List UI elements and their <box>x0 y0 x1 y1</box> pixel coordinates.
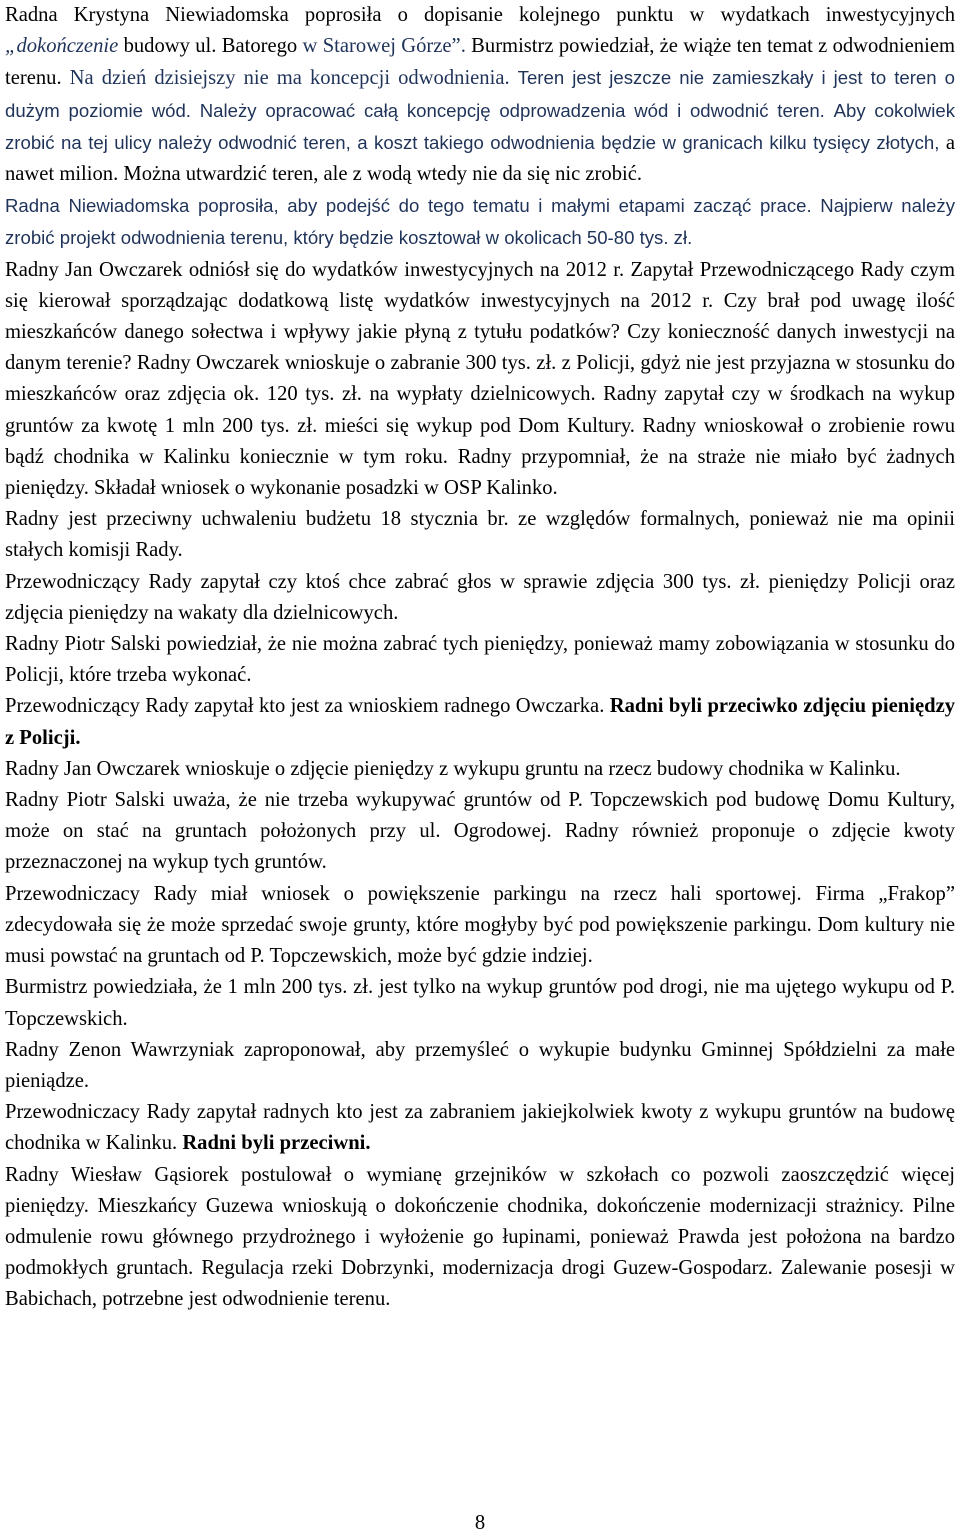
text-run: budowy ul. Batorego <box>118 35 303 58</box>
text-run: Radna Niewiadomska poprosiła, aby podejść do tego tematu i małymi etapami zacząć prace. <box>5 195 812 217</box>
text-run: Radny Piotr Salski uważa, że nie trzeba wykupywać gruntów od P. Topczewskich pod budowę Domu Kultury, może on stać na gruntach położonych przy ul. Ogrodowej. Radny również proponuje o zdjęcie kwoty przeznaczonej na wykup tych gruntów. <box>5 789 955 874</box>
paragraph <box>5 567 955 629</box>
paragraph <box>5 504 955 566</box>
paragraph <box>5 691 955 753</box>
text-run <box>825 100 834 122</box>
text-run: Przewodniczący Rady zapytał kto jest za wnioskiem radnego Owczarka. <box>5 695 610 718</box>
text-run: Na dzień dzisiejszy nie ma koncepcji odwodnienia. <box>69 67 510 90</box>
text-run: Radny Piotr Salski powiedział, że nie można zabrać tych pieniędzy, ponieważ mamy zobowiązania w stosunku do Policji, które trzeba wykonać. <box>5 633 955 687</box>
text-run: Radny Jan Owczarek wnioskuje o zdjęcie pieniędzy z wykupu gruntu na rzecz budowy chodnika w Kalinku. <box>5 757 901 780</box>
paragraph <box>5 1160 955 1316</box>
text-run: Radny jest przeciwny uchwaleniu budżetu 18 stycznia br. ze względów formalnych, ponieważ nie ma opinii stałych komisji Rady. <box>5 508 955 562</box>
page-number: 8 <box>474 1512 486 1534</box>
text-run: Radna Krystyna Niewiadomska poprosiła o dopisanie kolejnego punktu w wydatkach inwestycyjnych <box>5 4 955 26</box>
paragraph <box>5 190 955 254</box>
text-run: Radny Wiesław Gąsiorek postulował o wymianę grzejników w szkołach co pozwoli zaoszczędzić więcej pieniędzy. Mieszkańcy Guzewa wnioskują o dokończenie chodnika, dokończenie modernizacji strażnicy. Pilne odmulenie rowu głównego przydrożnego i wyłożenie go łupinami, ponieważ Prawda jest położona na bardzo podmokłych gruntach. Regulacja rzeki Dobrzynki, modernizacja drogi Guzew-Gospodarz. Zalewanie posesji w Babichach, potrzebne jest odwodnienie terenu. <box>5 1163 955 1311</box>
paragraph <box>5 1035 955 1097</box>
text-run <box>510 67 518 89</box>
paragraph <box>5 1097 955 1159</box>
text-run: Burmistrz powiedziała, że 1 mln 200 tys. zł. jest tylko na wykup gruntów pod drogi, nie ma ujętego wykupu od P. Topczewskich. <box>5 976 955 1030</box>
document-body <box>5 0 955 1316</box>
text-run: Przewodniczący Rady zapytał czy ktoś chce zabrać głos w sprawie zdjęcia 300 tys. zł. pieniędzy Policji oraz zdjęcia pieniędzy na wakaty dla dzielnicowych. <box>5 570 955 624</box>
text-run: Radni byli przeciwko zdjęciu pieniędzy z Policji. <box>5 695 956 749</box>
text-run: Aby cokolwiek zrobić na tej ulicy należy odwodnić teren, a koszt takiego odwodnienia będzie w granicach kilku tysięcy złotych, <box>5 99 955 153</box>
paragraph <box>5 629 955 691</box>
text-run: a nawet milion. Można utwardzić teren, ale z wodą wtedy nie da się nic zrobić. <box>5 131 955 186</box>
paragraph <box>5 972 955 1034</box>
paragraph <box>5 0 955 190</box>
paragraph <box>5 785 955 879</box>
text-run <box>812 195 821 217</box>
text-run: Teren jest jeszcze nie zamieszkały i jest to teren o dużym poziomie wód. Należy opracować całą koncepcję odprowadzenia wód i odwodnić teren. <box>5 67 956 121</box>
text-run: Radni byli przeciwni. <box>182 1132 371 1155</box>
text-run: Radny Zenon Wawrzyniak zaproponował, aby przemyśleć o wykupie budynku Gminnej Spółdzielni za małe pieniądze. <box>5 1038 955 1092</box>
paragraph <box>5 754 955 785</box>
text-run: w Starowej Górze”. <box>302 35 466 58</box>
text-run: Burmistrz powiedział, że wiąże ten temat z odwodnieniem terenu. <box>5 35 955 90</box>
paragraph <box>5 255 955 505</box>
text-run: Najpierw należy zrobić projekt odwodnienia terenu, który będzie kosztował w okolicach 50-80 tys. zł. <box>5 195 955 249</box>
text-run: Przewodniczacy Rady miał wniosek o powiększenie parkingu na rzecz hali sportowej. Firma „Frakop” zdecydowała się że może sprzedać swoje grunty, które mogłyby być pod powiększenie parkingu. Dom kultury nie musi powstać na gruntach od P. Topczewskich, może być gdzie indziej. <box>5 882 955 968</box>
text-run: „dokończenie <box>5 35 119 58</box>
paragraph <box>5 879 955 973</box>
text-run: Radny Jan Owczarek odniósł się do wydatków inwestycyjnych na 2012 r. Zapytał Przewodniczącego Rady czym się kierował sporządzając dodatkową listę wydatków inwestycyjnych na 2012 r. Czy brał pod uwagę ilość mieszkańców danego sołectwa i wpływy jakie płyną z tytułu podatków? Czy konieczność danych inwestycji na danym terenie? Radny Owczarek wnioskuje o zabranie 300 tys. zł. z Policji, gdyż nie jest przyjazna w stosunku do mieszkańców oraz zdjęcia ok. 120 tys. zł. na wypłaty dzielnicowych. Radny zapytał czy w środkach na wykup gruntów za kwotę 1 mln 200 tys. zł. mieści się wykup pod Dom Kultury. Radny wnioskował o zrobienie rowu bądź chodnika w Kalinku koniecznie w tym roku. Radny przypomniał, że na straże nie miało być żadnych pieniędzy. Składał wniosek o wykonanie posadzki w OSP Kalinko. <box>5 258 955 500</box>
text-run: Przewodniczacy Rady zapytał radnych kto jest za zabraniem jakiejkolwiek kwoty z wykupu gruntów na budowę chodnika w Kalinku. <box>5 1101 955 1155</box>
